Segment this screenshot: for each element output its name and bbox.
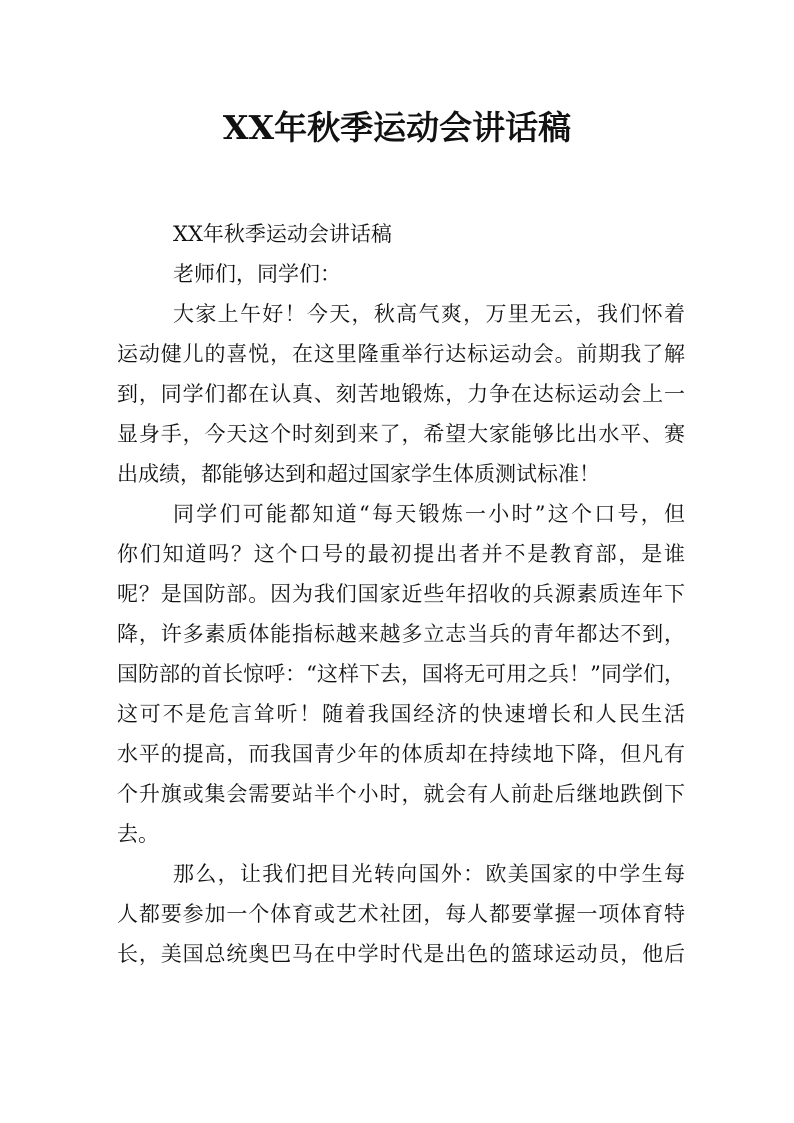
body-line: XX年秋季运动会讲话稿 — [173, 222, 392, 246]
body-line: 这可不是危言耸听！随着我国经济的快速增长和人民生活 — [117, 702, 685, 726]
body-line: 大家上午好！今天，秋高气爽，万里无云，我们怀着 — [173, 302, 685, 326]
body-line: 老师们，同学们： — [173, 262, 341, 286]
body-line: 去。 — [117, 822, 159, 846]
body-line: 出成绩，都能够达到和超过国家学生体质测试标准！ — [117, 462, 600, 486]
body-line: 你们知道吗？这个口号的最初提出者并不是教育部，是谁 — [117, 542, 685, 566]
body-line: 人都要参加一个体育或艺术社团，每人都要掌握一项体育特 — [117, 902, 685, 926]
body-line: 国防部的首长惊呼：“这样下去，国将无可用之兵！”同学们， — [117, 662, 685, 686]
body-line: 同学们可能都知道“每天锻炼一小时”这个口号，但 — [173, 502, 685, 526]
document-body — [117, 214, 685, 974]
body-line: 长，美国总统奥巴马在中学时代是出色的篮球运动员，他后 — [117, 942, 685, 966]
body-line: 显身手，今天这个时刻到来了，希望大家能够比出水平、赛 — [117, 422, 685, 446]
body-line: 降，许多素质体能指标越来越多立志当兵的青年都达不到， — [117, 622, 685, 646]
body-line: 那么，让我们把目光转向国外：欧美国家的中学生每 — [173, 862, 685, 886]
body-line: 水平的提高，而我国青少年的体质却在持续地下降，但凡有 — [117, 742, 685, 766]
body-line: 呢？是国防部。因为我们国家近些年招收的兵源素质连年下 — [117, 582, 685, 606]
document-title: XX年秋季运动会讲话稿 — [222, 108, 572, 147]
body-line: 个升旗或集会需要站半个小时，就会有人前赴后继地跌倒下 — [117, 782, 685, 806]
body-line: 运动健儿的喜悦，在这里隆重举行达标运动会。前期我了解 — [117, 342, 685, 366]
body-line: 到，同学们都在认真、刻苦地锻炼，力争在达标运动会上一 — [117, 382, 685, 406]
